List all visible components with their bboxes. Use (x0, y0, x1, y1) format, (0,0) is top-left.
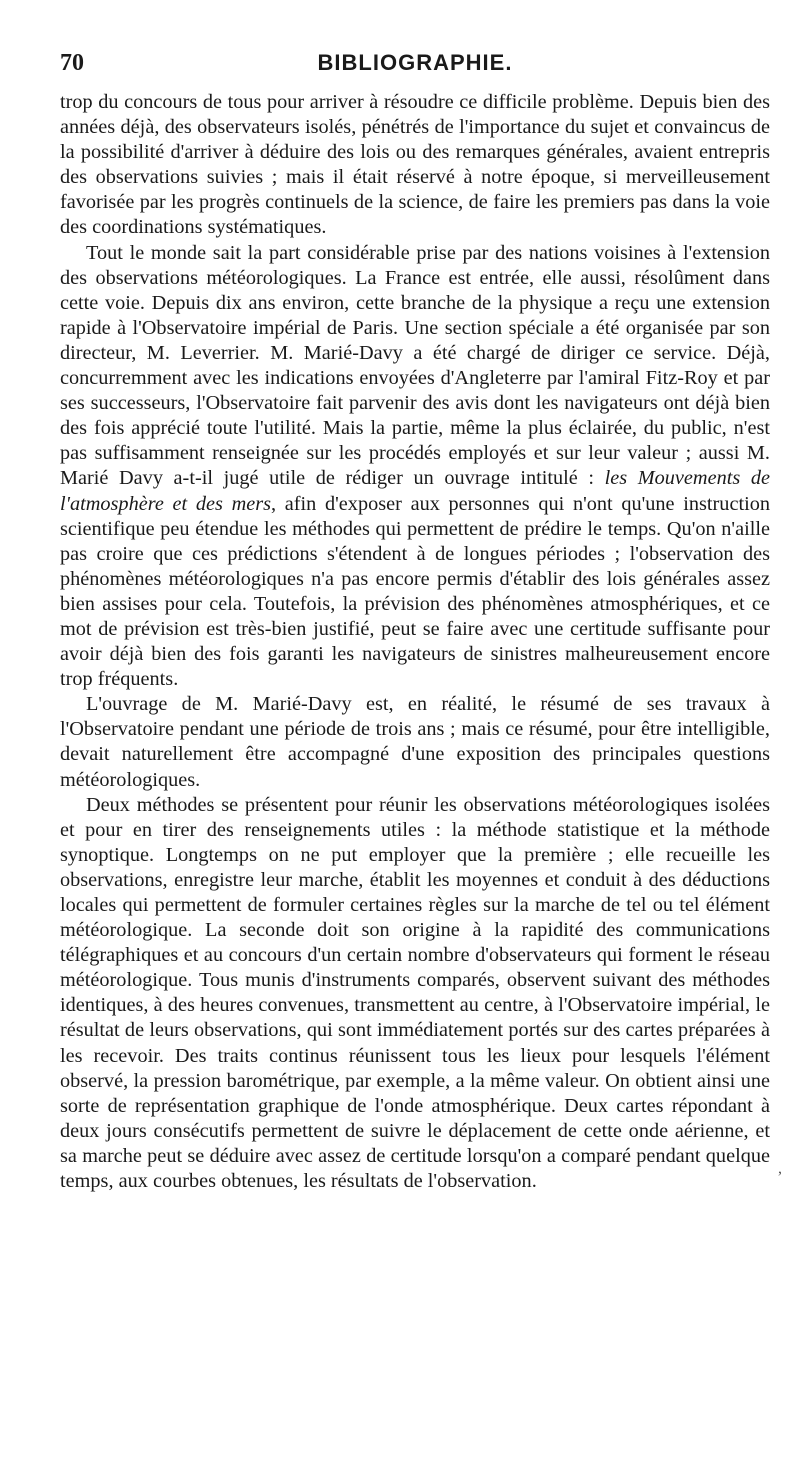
book-page (60, 50, 770, 1194)
paragraph-4: Deux méthodes se présentent pour réunir les observations météorologiques isolées et pour en tirer des renseignements utiles : la méthode statistique et la méthode synoptique. Longtemps on ne put employer que la première ; elle recueille les observations, enregistre leur marche, établit les moyennes et conduit à des déductions locales qui permettent de formuler certaines règles sur la marche de tel ou tel élément météorologique. La seconde doit son origine à la rapidité des communications télégraphiques et au concours d'un certain nombre d'observateurs qui forment le réseau météorologique. Tous munis d'instruments comparés, observent suivant des méthodes identiques, à des heures convenues, transmettent au centre, à l'Observatoire impérial, le résultat de leurs observations, qui sont immédiatement portés sur des cartes préparées à les recevoir. Des traits continus réunissent tous les lieux pour lesquels l'élément observé, la pression barométrique, par exemple, a la même valeur. On obtient ainsi une sorte de représentation graphique de l'onde atmosphérique. Deux cartes répondant à deux jours consécutifs permettent de suivre le déplacement de cette onde aérienne, et sa marche peut se déduire avec assez de certitude lorsqu'on a comparé pendant quelque temps, aux courbes obtenues, les résultats de l'observation. (60, 793, 770, 1193)
margin-mark: , (778, 1160, 782, 1177)
paragraph-3: L'ouvrage de M. Marié-Davy est, en réalité, le résumé de ses travaux à l'Observatoire pendant une période de trois ans ; mais ce résumé, pour être intelligible, devait naturellement être accompagné d'une exposition des principales questions météorologiques. (60, 693, 770, 791)
body-text (60, 90, 770, 1194)
paragraph-1: trop du concours de tous pour arriver à résoudre ce difficile problème. Depuis bien des années déjà, des observateurs isolés, pénétrés de l'importance du sujet et convaincus de la possibilité d'arriver à déduire des lois ou des remarques générales, avaient entrepris des observations suivies ; mais il était réservé à notre époque, si merveilleusement favorisée par les progrès continuels de la science, de faire les premiers pas dans la voie des coordinations systématiques. (60, 91, 770, 239)
running-head (60, 50, 770, 90)
paragraph-2-tail: , afin d'exposer aux personnes qui n'ont qu'une instruction scientifique peu étendue les méthodes qui permettent de prédire le temps. Qu'on n'aille pas croire que ces prédictions s'étendent à de longues périodes ; l'observation des phénomènes météorologiques n'a pas encore permis d'établir des lois générales assez bien assises pour cela. Toutefois, la prévision des phénomènes atmosphériques, et ce mot de prévision est très-bien justifié, peut se faire avec une certitude suffisante pour avoir déjà bien des fois garanti les navigateurs de sinistres malheureusement encore trop fréquents. (60, 492, 770, 691)
paragraph-2-text: Tout le monde sait la part considérable prise par des nations voisines à l'extension des observations météorologiques. La France est entrée, elle aussi, résolûment dans cette voie. Depuis dix ans environ, cette branche de la physique a reçu une extension rapide à l'Observatoire impérial de Paris. Une section spéciale a été organisée par son directeur, M. Leverrier. M. Marié-Davy a été chargé de diriger ce service. Déjà, concurremment avec les indications envoyées d'Angleterre par l'amiral Fitz-Roy et par ses successeurs, l'Observatoire fait parvenir des avis dont les navigateurs ont déjà bien des fois apprécié toute l'utilité. Mais la partie, même la plus éclairée, du public, n'est pas suffisamment renseignée sur les procédés employés et sur leur valeur ; aussi M. Marié Davy a-t-il jugé utile de rédiger un ouvrage intitulé : (60, 241, 770, 490)
running-title: BIBLIOGRAPHIE. (317, 50, 513, 75)
book-title: les Mouvements de l'atmosphère et des mers (60, 467, 770, 515)
paragraph-2 (60, 241, 770, 693)
page-number: 70 (60, 50, 84, 76)
